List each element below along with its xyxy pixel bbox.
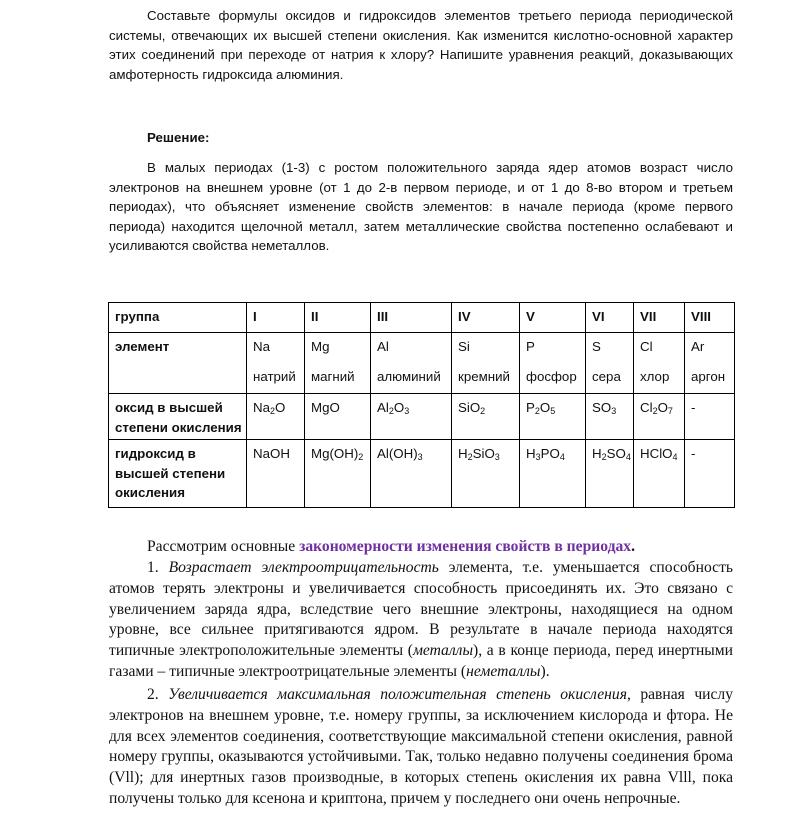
formula-part: O	[539, 400, 551, 415]
element-cell	[520, 333, 586, 394]
formula-subscript: 2	[358, 452, 364, 462]
item2-number: 2.	[147, 686, 169, 703]
oxide-cell	[247, 394, 305, 440]
hydroxide-cell	[371, 440, 452, 508]
formula-part: H	[526, 446, 536, 461]
formula-part: H	[592, 446, 602, 461]
list-item-2	[109, 685, 733, 810]
intro-after: .	[631, 538, 635, 555]
hydroxide-cell	[685, 440, 735, 508]
element-symbol: P	[526, 339, 535, 354]
elements-table	[108, 302, 735, 508]
group-cell: VIII	[685, 303, 735, 333]
oxide-cell	[452, 394, 520, 440]
item1-metals: металлы	[412, 642, 474, 660]
element-symbol: S	[592, 339, 601, 354]
group-cell: I	[247, 303, 305, 333]
formula-part: Na	[253, 400, 270, 415]
oxide-cell	[305, 394, 371, 440]
formula-part: Mg(OH)	[311, 446, 359, 461]
formula-subscript: 2	[534, 406, 540, 416]
element-symbol: Cl	[640, 339, 653, 354]
formula-subscript: 2	[601, 452, 607, 462]
formula-subscript: 2	[388, 406, 394, 416]
group-cell: II	[305, 303, 371, 333]
row-hydroxide	[109, 440, 735, 508]
label-group: группа	[109, 303, 247, 333]
hydroxide-cell	[586, 440, 634, 508]
formula-part: Cl	[640, 400, 653, 415]
formula-subscript: 5	[550, 406, 556, 416]
element-cell	[634, 333, 685, 394]
formula-subscript: 4	[625, 452, 631, 462]
formula-subscript: 7	[667, 406, 673, 416]
formula-part: Al	[377, 400, 389, 415]
element-name: натрий	[253, 368, 296, 384]
formula-subscript: 4	[672, 452, 678, 462]
element-cell	[586, 333, 634, 394]
hydroxide-cell	[247, 440, 305, 508]
group-cell: III	[371, 303, 452, 333]
element-name: магний	[311, 368, 355, 384]
formula-subscript: 2	[480, 406, 486, 416]
group-cell: VI	[586, 303, 634, 333]
formula-subscript: 3	[611, 406, 617, 416]
element-cell	[247, 333, 305, 394]
label-hydroxide: гидроксид в высшей степени окисления	[109, 440, 247, 508]
formula-part: MgO	[311, 400, 340, 415]
list-item-1	[109, 558, 733, 683]
element-symbol: Ar	[691, 339, 705, 354]
formula-subscript: 2	[652, 406, 658, 416]
item2-text: , равная числу электронов на внешнем уровне, т.е. номеру группы, за исключением кислорода и фтора. Не для всех элементов соединения, соответствующие максимальной степени окисления, равной номеру группы, оказываются устойчивыми. Так, только недавно получены соединения брома (Vll); для инертных газов производные, в которых степень окисления их равна Vlll, пока получены только для ксенона и криптона, причем у последнего они очень непрочные.	[109, 686, 734, 807]
oxide-cell	[586, 394, 634, 440]
oxide-cell	[520, 394, 586, 440]
task-paragraph: Составьте формулы оксидов и гидроксидов элементов третьего периода периодической системы, отвечающих их высшей степени окисления. Как изменится кислотно-основной характер этих соединений при переходе от натрия к хлору? Напишите уравнения реакций, доказывающих амфотерность гидроксида алюминия.	[109, 8, 733, 82]
formula-part: Al(OH)	[377, 446, 418, 461]
oxide-cell	[634, 394, 685, 440]
row-oxide	[109, 394, 735, 440]
solution-paragraph: В малых периодах (1-3) с ростом положительного заряда ядер атомов возраст число электронов на внешнем уровне (от 1 до 2-в первом периоде, и от 1 до 8-во втором и третьем периодах), что объясняет изменение свойств элементов: в начале периода (кроме первого периода) находится щелочной металл, затем металлические свойства постепенно ослабевают и усиливаются свойства неметаллов.	[109, 160, 733, 253]
row-group	[109, 303, 735, 333]
oxide-cell	[371, 394, 452, 440]
oxide-cell	[685, 394, 735, 440]
formula-part: O	[393, 400, 405, 415]
element-name: кремний	[458, 368, 510, 384]
formula-part: SiO	[458, 400, 481, 415]
group-cell: VII	[634, 303, 685, 333]
element-name: фосфор	[526, 368, 577, 384]
item1-nonmetals: неметаллы	[466, 662, 541, 680]
group-cell: V	[520, 303, 586, 333]
formula-part: SO	[592, 400, 612, 415]
element-cell	[685, 333, 735, 394]
formula-part: HClO	[640, 446, 673, 461]
element-symbol: Al	[377, 339, 389, 354]
row-element	[109, 333, 735, 394]
element-name: хлор	[640, 368, 670, 384]
formula-part: NaOH	[253, 446, 290, 461]
formula-part: -	[691, 446, 696, 461]
element-name: аргон	[691, 368, 726, 384]
element-cell	[452, 333, 520, 394]
item1-number: 1.	[147, 559, 169, 576]
item1-text: ).	[540, 662, 550, 680]
formula-part: P	[526, 400, 535, 415]
solution-label: Решение:	[147, 130, 210, 145]
formula-part: SiO	[472, 446, 495, 461]
formula-subscript: 3	[417, 452, 423, 462]
label-oxide: оксид в высшей степени окисления	[109, 394, 247, 440]
hydroxide-cell	[520, 440, 586, 508]
element-symbol: Mg	[311, 339, 330, 354]
formula-subscript: 4	[559, 452, 565, 462]
intro-highlight: закономерности изменения свойств в периодах	[299, 538, 632, 555]
element-cell	[371, 333, 452, 394]
item2-emphasis: Увеличивается максимальная положительная степень окисления	[168, 686, 627, 703]
hydroxide-cell	[634, 440, 685, 508]
item1-text: элемента, т.е. уменьшается способность атомов терять электроны и увеличивается способность присоединять их. Это связано с увеличением заряда ядра, вследствие чего внешние электроны, находящиеся на одном уровне, все сильнее притягиваются ядром. В результате в начале периода находятся типичные электроположительные элементы (	[109, 559, 733, 660]
item1-emphasis: Возрастает электроотрицательность	[168, 559, 439, 576]
element-symbol: Si	[458, 339, 470, 354]
intro-before: Рассмотрим основные	[147, 538, 300, 555]
formula-subscript: 2	[270, 406, 276, 416]
formula-subscript: 2	[467, 452, 473, 462]
formula-part: SO	[606, 446, 626, 461]
element-name: алюминий	[377, 368, 441, 384]
solution-heading	[109, 128, 733, 148]
formula-part: PO	[540, 446, 560, 461]
formula-part: O	[275, 400, 286, 415]
formula-part: O	[657, 400, 668, 415]
element-name: сера	[592, 368, 621, 384]
formula-subscript: 3	[404, 406, 410, 416]
intro-paragraph	[109, 537, 733, 558]
label-element: элемент	[109, 333, 247, 394]
element-cell	[305, 333, 371, 394]
group-cell: IV	[452, 303, 520, 333]
hydroxide-cell	[452, 440, 520, 508]
formula-subscript: 3	[494, 452, 500, 462]
element-symbol: Na	[253, 339, 270, 354]
item1-text: ), а в конце периода, перед инертными газами – типичные электроотрицательные элементы (	[109, 642, 733, 680]
formula-subscript: 3	[535, 452, 541, 462]
formula-part: H	[458, 446, 468, 461]
hydroxide-cell	[305, 440, 371, 508]
formula-part: -	[691, 400, 696, 415]
